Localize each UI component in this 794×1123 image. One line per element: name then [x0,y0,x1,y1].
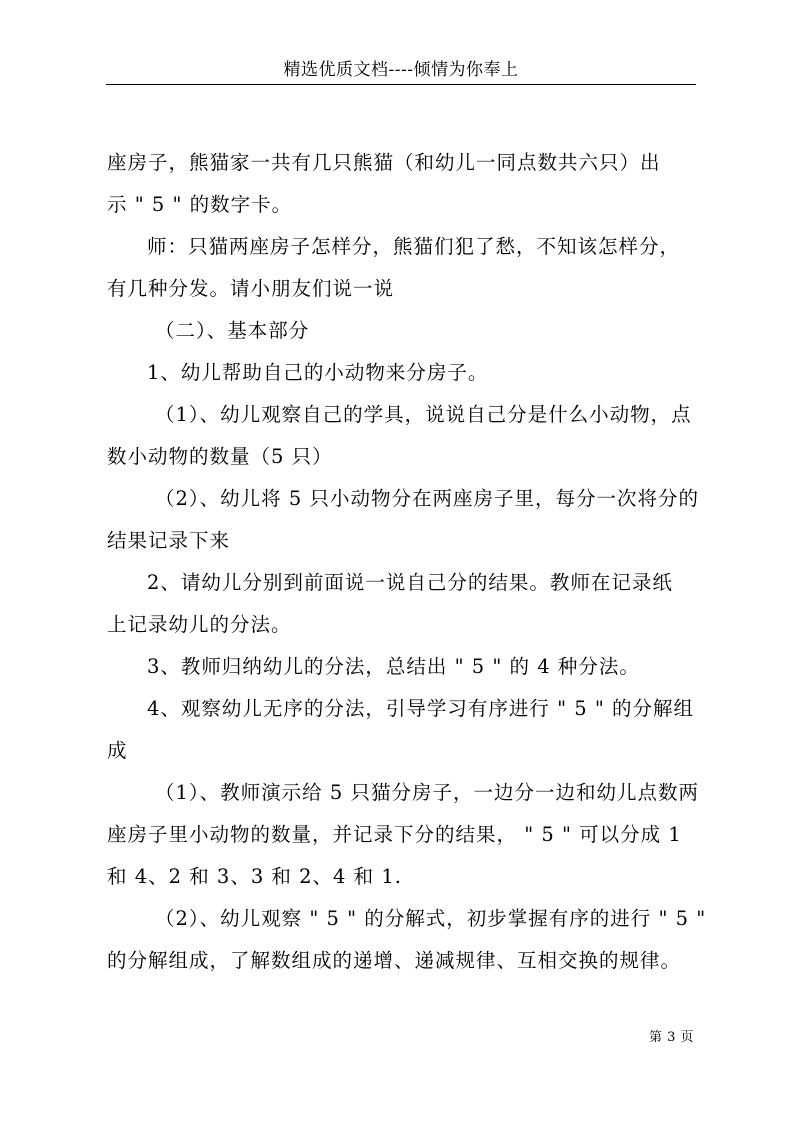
paragraph-line: （2）、幼儿观察 " 5 " 的分解式，初步掌握有序的进行 " 5 " [155,907,707,930]
paragraph-line: 和 4、2 和 3、3 和 2、4 和 1. [107,865,402,888]
paragraph-line: 结果记录下来 [107,529,231,552]
paragraph-line: 师：只猫两座房子怎样分，熊猫们犯了愁，不知该怎样分， [147,235,681,258]
paragraph-line: 成 [107,739,128,762]
paragraph-line: 的分解组成，了解数组成的递增、递减规律、互相交换的规律。 [107,949,682,972]
paragraph-line: 座房子，熊猫家一共有几只熊猫（和幼儿一同点数共六只）出 [107,151,661,174]
paragraph-line: 座房子里小动物的数量，并记录下分的结果， " 5 " 可以分成 1 [107,823,682,846]
paragraph-line: 2、请幼儿分别到前面说一说自己分的结果。教师在记录纸 [147,571,673,594]
paragraph-line: （2）、幼儿将 5 只小动物分在两座房子里，每分一次将分的 [155,487,699,510]
paragraph-line: 4、观察幼儿无序的分法，引导学习有序进行 " 5 " 的分解组 [147,697,695,720]
paragraph-line: 示 " 5 " 的数字卡。 [107,193,293,216]
paragraph-line: 3、教师归纳幼儿的分法，总结出 " 5 " 的 4 种分法。 [147,655,640,678]
paragraph-line: 上记录幼儿的分法。 [107,613,292,636]
paragraph-line: （二）、基本部分 [155,319,310,342]
header-divider [106,84,696,85]
page-number: 第 3 页 [648,1030,694,1045]
paragraph-line: 1、幼儿帮助自己的小动物来分房子。 [147,361,489,384]
document-body [107,142,707,982]
page-header-title: 精选优质文档----倾情为你奉上 [283,60,519,80]
paragraph-line: （1）、教师演示给 5 只猫分房子，一边分一边和幼儿点数两 [155,781,699,804]
paragraph-line: 数小动物的数量（5 只） [107,445,333,468]
paragraph-line: （1）、幼儿观察自己的学具，说说自己分是什么小动物，点 [155,403,692,426]
paragraph-line: 有几种分发。请小朋友们说一说 [107,277,395,300]
